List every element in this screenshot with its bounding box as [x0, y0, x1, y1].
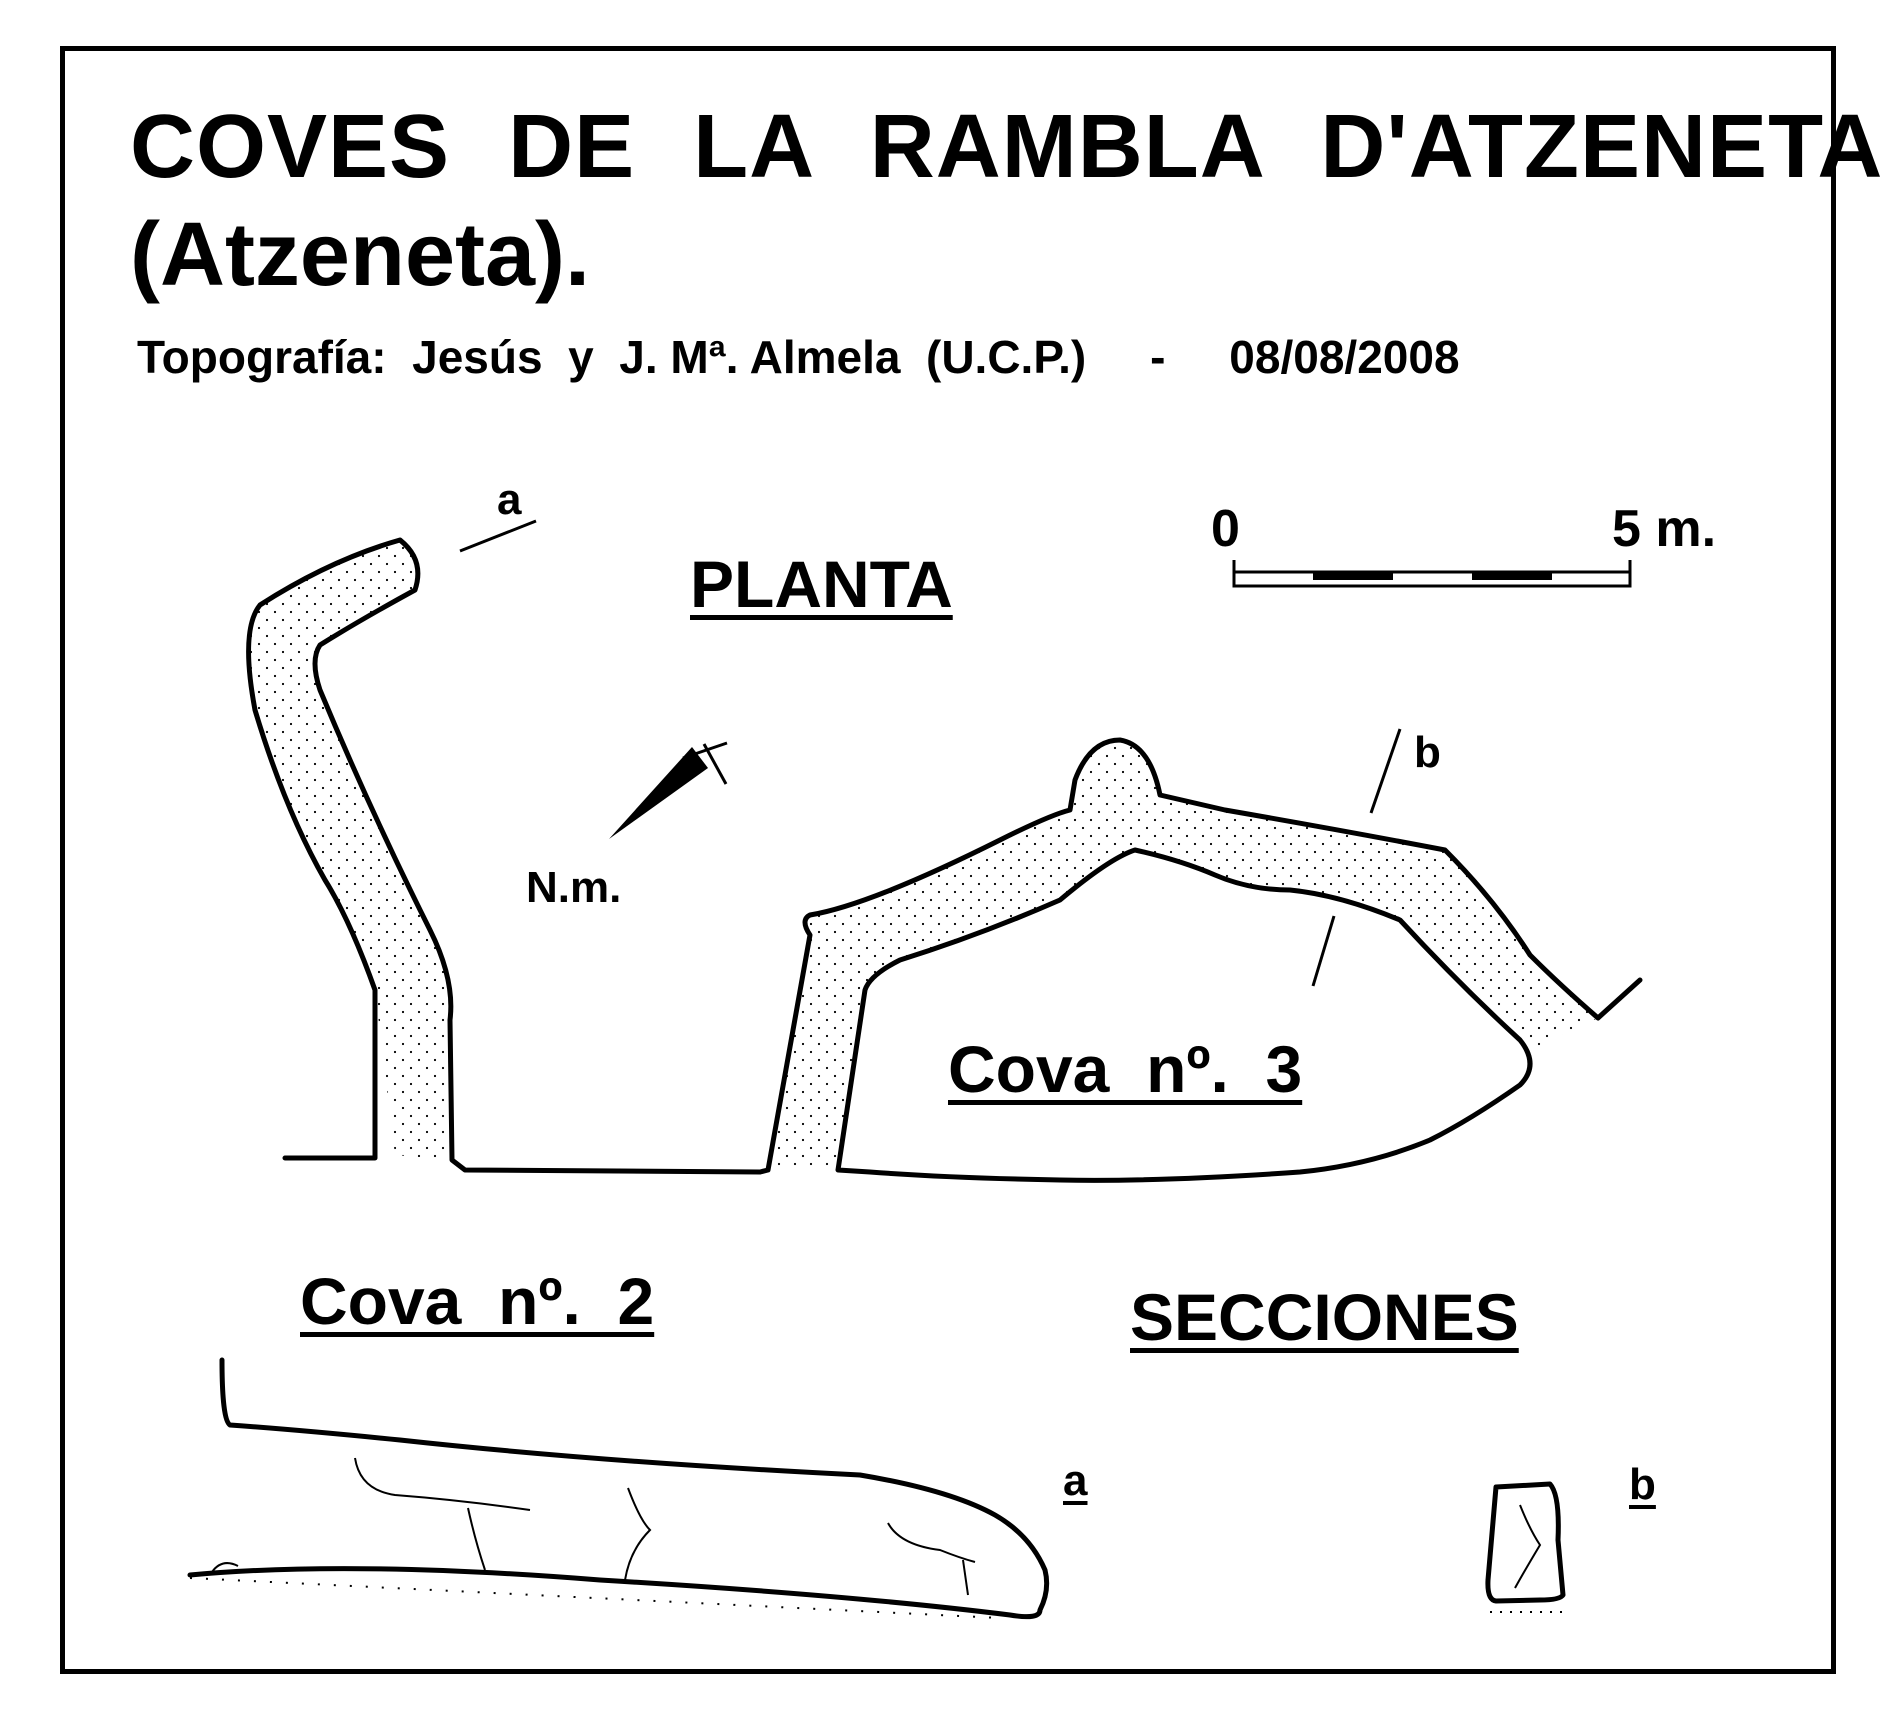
- section-line-a: [460, 521, 536, 551]
- section-a-profile: [190, 1360, 1047, 1618]
- cave2-label: Cova nº. 2: [300, 1264, 655, 1338]
- plan-heading: PLANTA: [690, 547, 953, 621]
- section-line-b-lower: [1313, 916, 1334, 986]
- scale-end-label: 5 m.: [1612, 500, 1717, 558]
- cave3-plan: [760, 740, 1640, 1180]
- cave3-label: Cova nº. 3: [948, 1032, 1303, 1106]
- section-b-profile: [1488, 1484, 1565, 1612]
- section-a-plan-label: a: [497, 475, 522, 524]
- section-b-label: b: [1629, 1460, 1656, 1509]
- cave2-plan: [249, 540, 760, 1172]
- north-label: N.m.: [526, 863, 622, 912]
- survey-credits: Topografía: Jesús y J. Mª. Almela (U.C.P.) - 08/08/2008: [137, 331, 1460, 383]
- section-b-plan-label: b: [1414, 728, 1441, 777]
- section-line-b: [1371, 729, 1400, 813]
- north-arrow-icon: [609, 743, 727, 839]
- map-title: COVES DE LA RAMBLA D'ATZENETA: [130, 97, 1884, 197]
- scale-start-label: 0: [1211, 500, 1240, 558]
- section-a-label: a: [1063, 1456, 1088, 1505]
- sections-heading: SECCIONES: [1130, 1280, 1519, 1354]
- scale-bar: [1234, 560, 1630, 586]
- map-subtitle: (Atzeneta).: [130, 205, 591, 305]
